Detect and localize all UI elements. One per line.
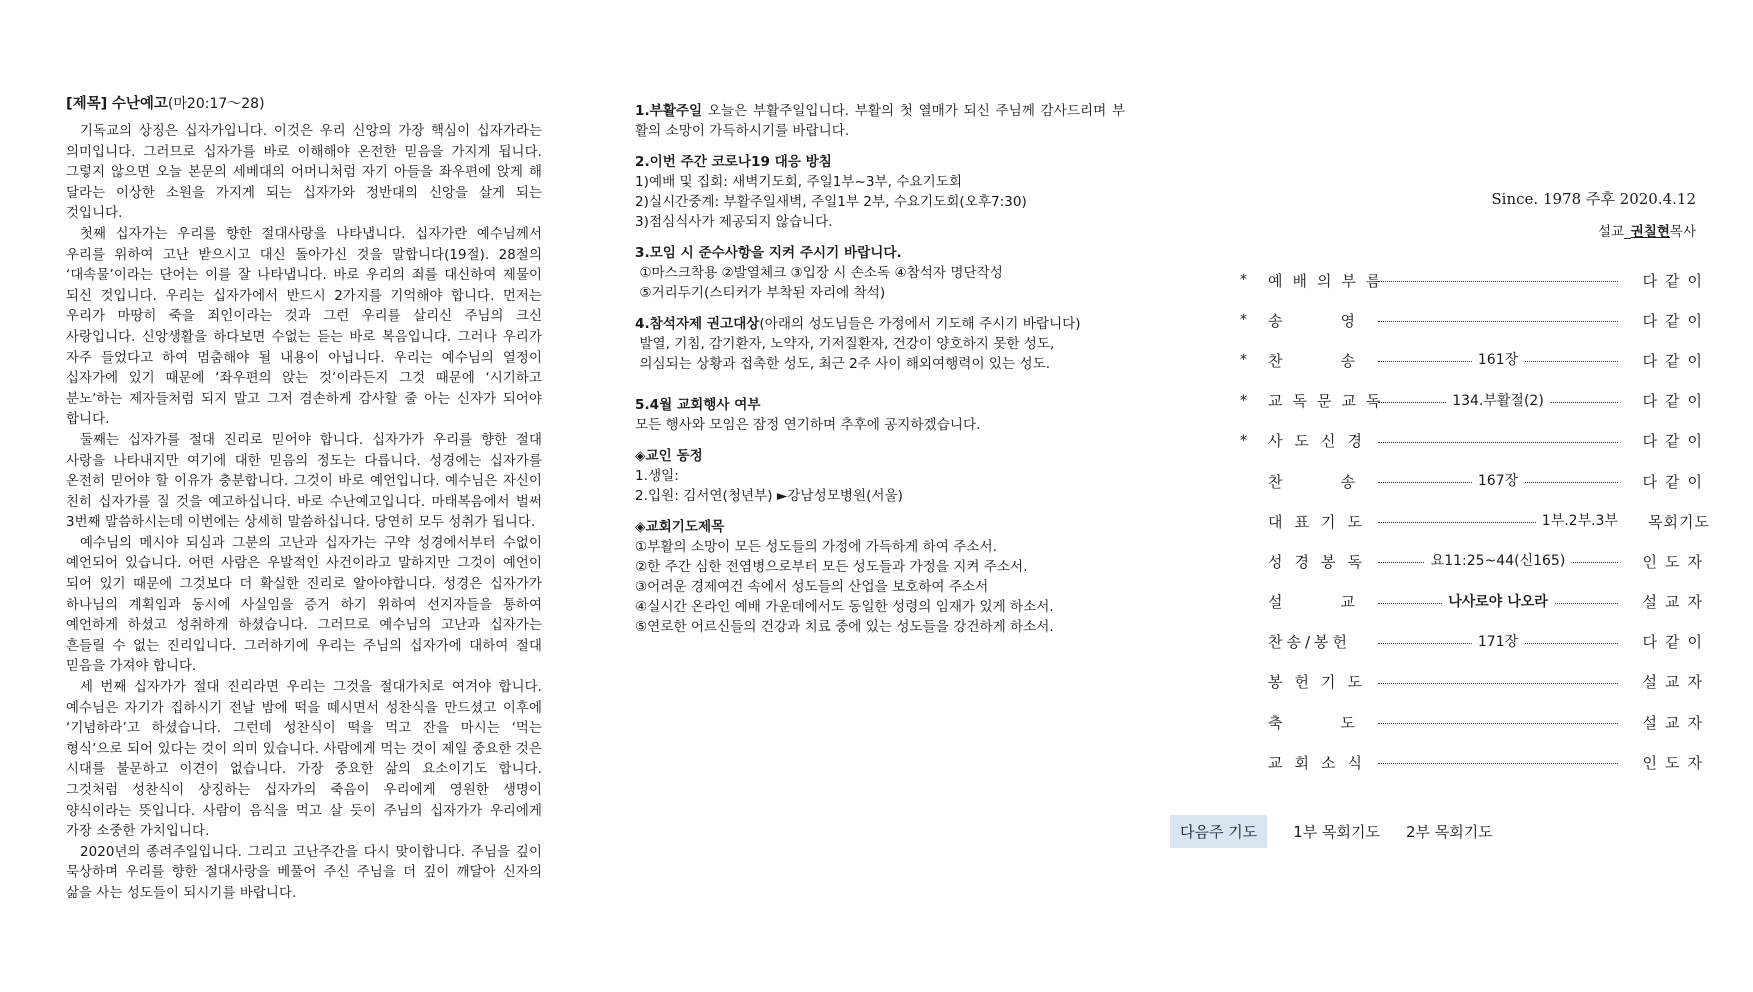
- order-item: [1240, 300, 1710, 340]
- leader-dots: [1378, 511, 1618, 531]
- order-label: 교회소식: [1268, 753, 1374, 772]
- notices-column: [635, 101, 1125, 648]
- leader-dots: [1378, 551, 1618, 571]
- order-item: [1240, 541, 1710, 581]
- since-date: Since. 1978 주후 2020.4.12: [1491, 190, 1696, 208]
- order-label: 봉헌기도: [1268, 673, 1374, 692]
- notice-rules-line: ①마스크착용 ②발열체크 ③입장 시 손소독 ④참석자 명단작성: [635, 265, 1003, 281]
- order-who: 설교자: [1642, 713, 1710, 732]
- notice-easter-head: 1.부활주일: [635, 103, 703, 119]
- standing-mark: *: [1240, 352, 1247, 369]
- order-who: 다같이: [1642, 271, 1710, 290]
- notice-prayers-line: ④실시간 온라인 예배 가운데에서도 동일한 성령의 임재가 있게 하소서.: [635, 599, 1054, 615]
- preacher-prefix: 설교_: [1597, 224, 1631, 240]
- order-who: 다같이: [1642, 633, 1710, 652]
- leader-dots: [1378, 350, 1618, 370]
- order-label: 송영: [1268, 311, 1413, 330]
- order-item: [1240, 421, 1710, 461]
- order-item: [1240, 582, 1710, 622]
- order-label: 찬송: [1268, 472, 1413, 491]
- sermon-paragraph: 세 번째 십자가가 절대 진리라면 우리는 그것을 절대가치로 여겨야 합니다. 예수님은 자기가 집하시기 전날 밤에 떡을 떼시면서 성찬식을 만드셨고 이후에 ‘기념하라’고 하셨습니다. 그런데 성찬식이 떡을 먹고 잔을 마시는 ‘먹는 형식’으로 되어 있다는 것이 의미 있습니다. 사람에게 먹는 것이 제일 중요한 것은 시대를 불문하고 이견이 없습니다. 가장 중요한 삶의 요소이기도 합니다. 그것처럼 성찬식이 상징하는 십자가의 죽음이 우리에게 영원한 생명이 양식이라는 뜻입니다. 사람이 음식을 먹고 살 듯이 주님의 십자가가 우리에게 가장 소중한 가치입니다.: [66, 680, 542, 840]
- notice-members-head: ◈교인 동정: [635, 448, 703, 464]
- sermon-paragraph: 기독교의 상징은 십자가입니다. 이것은 우리 신앙의 가장 핵심이 십자가라는 의미입니다. 그러므로 십자가를 바로 이해해야 온전한 믿음을 가지게 됩니다. 그렇지 않으면 오늘 본문의 세베대의 어머니처럼 자기 아들을 좌우편에 앉게 해 달라는 이상한 소원을 가지게 되는 십자가와 정반대의 신앙을 살게 되는 것입니다.: [66, 124, 542, 222]
- next-week-prayer: [1170, 815, 1710, 848]
- leader-dots: [1378, 672, 1618, 692]
- order-item: [1240, 501, 1710, 541]
- notice-prayers: [635, 517, 1125, 637]
- order-item: [1240, 622, 1710, 662]
- notice-refrain-line: 발열, 기침, 감기환자, 노약자, 기저질환자, 건강이 양호하지 못한 성도,: [635, 336, 1055, 352]
- leader-dots: [1378, 471, 1618, 491]
- notice-easter-text: [635, 101, 1125, 141]
- notice-covid-line: 3)점심식사가 제공되지 않습니다.: [635, 214, 833, 230]
- order-detail: 1부.2부.3부: [1536, 511, 1618, 531]
- order-detail: 요11:25~44(신165): [1425, 551, 1572, 571]
- next-week-prayer-first: 1부 목회기도: [1293, 823, 1380, 842]
- notice-refrain: [635, 314, 1125, 374]
- notice-covid-head: 2.이번 주간 코로나19 대응 방침: [635, 154, 832, 170]
- preacher-suffix: 목사: [1669, 224, 1696, 240]
- order-of-service: [1240, 260, 1710, 782]
- leader-dots: [1378, 391, 1618, 411]
- next-week-prayer-tag: 다음주 기도: [1170, 815, 1267, 848]
- order-label: 교독문교독: [1268, 392, 1391, 411]
- sermon-title-label: [제목]: [66, 96, 108, 112]
- sermon-paragraph: 첫째 십자가는 우리를 향한 절대사랑을 나타냅니다. 십자가란 예수님께서 우리를 위하여 고난 받으시고 대신 돌아가신 것을 말합니다(19절). 28절의 ‘대속물’이라는 단어는 이를 잘 나타냅니다. 바로 우리의 죄를 대신하여 제물이 되신 것입니다. 우리는 십자가에서 반드시 2가지를 기억해야 합니다. 먼저는 우리가 마땅히 죽을 죄인이라는 것과 그런 우리를 살리신 주님의 크신 사랑입니다. 신앙생활을 하다보면 수없는 듣는 바로 복음입니다. 그러나 우리가 자주 들었다고 하여 멈춤해야 될 내용이 아닙니다. 우리는 예수님의 열정이 십자가에 있기 때문에 ‘좌우편의 앉는 것’이라든지 그것 때문에 ‘시기하고 분노’하는 제자들처럼 되지 말고 그저 겸손하게 감사할 줄 아는 신자가 되어야 합니다.: [66, 226, 542, 428]
- order-detail: 나사로야 나오라: [1442, 592, 1554, 612]
- order-item: [1240, 381, 1710, 421]
- notice-refrain-inline: (아래의 성도님들은 가정에서 기도해 주시기 바랍니다): [759, 316, 1081, 332]
- leader-dots: [1378, 310, 1618, 330]
- order-item: [1240, 260, 1710, 300]
- order-item: [1240, 340, 1710, 380]
- preacher: [1240, 222, 1710, 242]
- order-item: [1240, 662, 1710, 702]
- order-item: [1240, 742, 1710, 782]
- notice-rules-head: 3.모임 시 준수사항을 지켜 주시기 바랍니다.: [635, 245, 902, 261]
- next-week-prayer-second: 2부 목회기도: [1405, 823, 1493, 842]
- order-label: 예배의부름: [1268, 271, 1391, 290]
- order-who: 설교자: [1642, 593, 1710, 612]
- standing-mark: *: [1240, 432, 1247, 449]
- order-label: 대표기도: [1268, 512, 1374, 531]
- notice-prayers-line: ③어려운 경제여건 속에서 성도들의 산업을 보호하여 주소서: [635, 579, 989, 595]
- notice-events: [635, 395, 1125, 435]
- notice-covid-line: 2)실시간중계: 부활주일새벽, 주일1부 2부, 수요기도회(오후7:30): [635, 194, 1027, 210]
- notice-refrain-line: 의심되는 상황과 접촉한 성도, 최근 2주 사이 해외여행력이 있는 성도.: [635, 356, 1051, 372]
- notice-prayers-line: ②한 주간 심한 전염병으로부터 모든 성도들과 가정을 지켜 주소서.: [635, 559, 1028, 575]
- sermon-scripture: (마20:17～28): [167, 96, 265, 112]
- leader-dots: [1378, 270, 1618, 290]
- notice-covid: [635, 152, 1125, 232]
- order-item: [1240, 461, 1710, 501]
- notice-prayers-line: ①부활의 소망이 모든 성도들의 가정에 가득하게 하여 주소서.: [635, 539, 997, 555]
- notice-events-line: 모든 행사와 모임은 잠정 연기하며 추후에 공지하겠습니다.: [635, 417, 981, 433]
- sermon-column: [66, 94, 542, 905]
- notice-rules: [635, 243, 1125, 303]
- sermon-title-text: 수난예고: [111, 96, 168, 112]
- order-label: 찬송: [1268, 351, 1413, 370]
- order-detail: 171장: [1472, 632, 1524, 652]
- notice-easter-body: 오늘은 부활주일입니다. 부활의 첫 열매가 되신 주님께 감사드리며 부활의 소망이 가득하시기를 바랍니다.: [635, 103, 1125, 139]
- order-who: 인도자: [1642, 552, 1710, 571]
- order-who: 다같이: [1642, 311, 1710, 330]
- order-detail: 167장: [1472, 471, 1524, 491]
- order-who: 다같이: [1642, 392, 1710, 411]
- notice-members: [635, 446, 1125, 506]
- preacher-name: 권칠현: [1630, 224, 1670, 240]
- order-detail: 134.부활절(2): [1446, 391, 1550, 411]
- order-who: 다같이: [1642, 432, 1710, 451]
- sermon-paragraph: 2020년의 종려주일입니다. 그리고 고난주간을 다시 맞이합니다. 주님을 깊이 묵상하며 우리를 향한 절대사랑을 베풀어 주신 주님을 더 깊이 깨달아 신자의 삶을 사는 성도들이 되시기를 바랍니다.: [66, 844, 542, 901]
- notice-refrain-title: [635, 314, 1125, 334]
- notice-covid-line: 1)예배 및 집회: 새벽기도회, 주일1부~3부, 수요기도회: [635, 174, 962, 190]
- sermon-paragraph: 둘째는 십자가를 절대 진리로 믿어야 합니다. 십자가가 우리를 향한 절대 사랑을 나타내지만 여기에 대한 믿음의 정도는 다릅니다. 성경에는 십자가를 온전히 믿어야 할 이유가 충분합니다. 그것이 바로 예언입니다. 예수님은 자신이 친히 십자가를 질 것을 예고하십니다. 바로 수난예고입니다. 마태복음에서 벌써 3번째 말씀하시는데 이번에는 상세히 말씀하십니다. 당연히 모두 성취가 됩니다.: [66, 432, 542, 531]
- order-label: 찬송/봉헌: [1268, 633, 1352, 652]
- leader-dots: [1378, 592, 1618, 612]
- notice-members-line: 2.입원: 김서연(청년부) ►강남성모병원(서울): [635, 488, 903, 504]
- notice-events-head: 5.4월 교회행사 여부: [635, 397, 761, 413]
- order-who: 다같이: [1642, 472, 1710, 491]
- notice-prayers-head: ◈교회기도제목: [635, 519, 725, 535]
- order-who: 인도자: [1642, 753, 1710, 772]
- order-detail: 161장: [1472, 350, 1524, 370]
- standing-mark: *: [1240, 272, 1247, 289]
- sermon-paragraph: 예수님의 메시야 되심과 그분의 고난과 십자가는 구약 성경에서부터 수없이 예언되어 있습니다. 어떤 사람은 우발적인 사건이라고 말하지만 그것이 예언이 되어 있기 때문에 그것보다 더 확실한 진리로 알아야합니다. 성경은 십자가가 하나님의 계획임과 동시에 사실임을 증거 하기 위하여 선지자들을 통하여 예언하게 하셨고 성취하게 하셨습니다. 그러므로 예수님의 고난과 십자가는 흔들릴 수 없는 진리입니다. 그러하기에 우리는 주님의 십자가에 대하여 절대 믿음을 가져야 합니다.: [66, 535, 542, 675]
- order-who: 설교자: [1642, 673, 1710, 692]
- notice-refrain-head: 4.참석자제 권고대상: [635, 316, 760, 332]
- order-who: 목회기도: [1648, 512, 1710, 531]
- order-who: 다같이: [1642, 351, 1710, 370]
- order-item: [1240, 702, 1710, 742]
- standing-mark: *: [1240, 392, 1247, 409]
- leader-dots: [1378, 632, 1618, 652]
- leader-dots: [1378, 431, 1618, 451]
- notice-prayers-line: ⑤연로한 어르신들의 건강과 치료 중에 있는 성도들을 강건하게 하소서.: [635, 619, 1054, 635]
- service-column: [1180, 188, 1710, 848]
- standing-mark: *: [1240, 312, 1247, 329]
- leader-dots: [1378, 752, 1618, 772]
- order-label: 설교: [1268, 593, 1413, 612]
- sermon-title: [66, 94, 542, 114]
- leader-dots: [1378, 712, 1618, 732]
- order-label: 축도: [1268, 713, 1413, 732]
- notice-easter: [635, 101, 1125, 141]
- notice-members-line: 1.생일:: [635, 468, 679, 484]
- notice-rules-line: ⑤거리두기(스티커가 부착된 자리에 착석): [635, 285, 886, 301]
- order-label: 사도신경: [1268, 432, 1374, 451]
- order-label: 성경봉독: [1268, 552, 1374, 571]
